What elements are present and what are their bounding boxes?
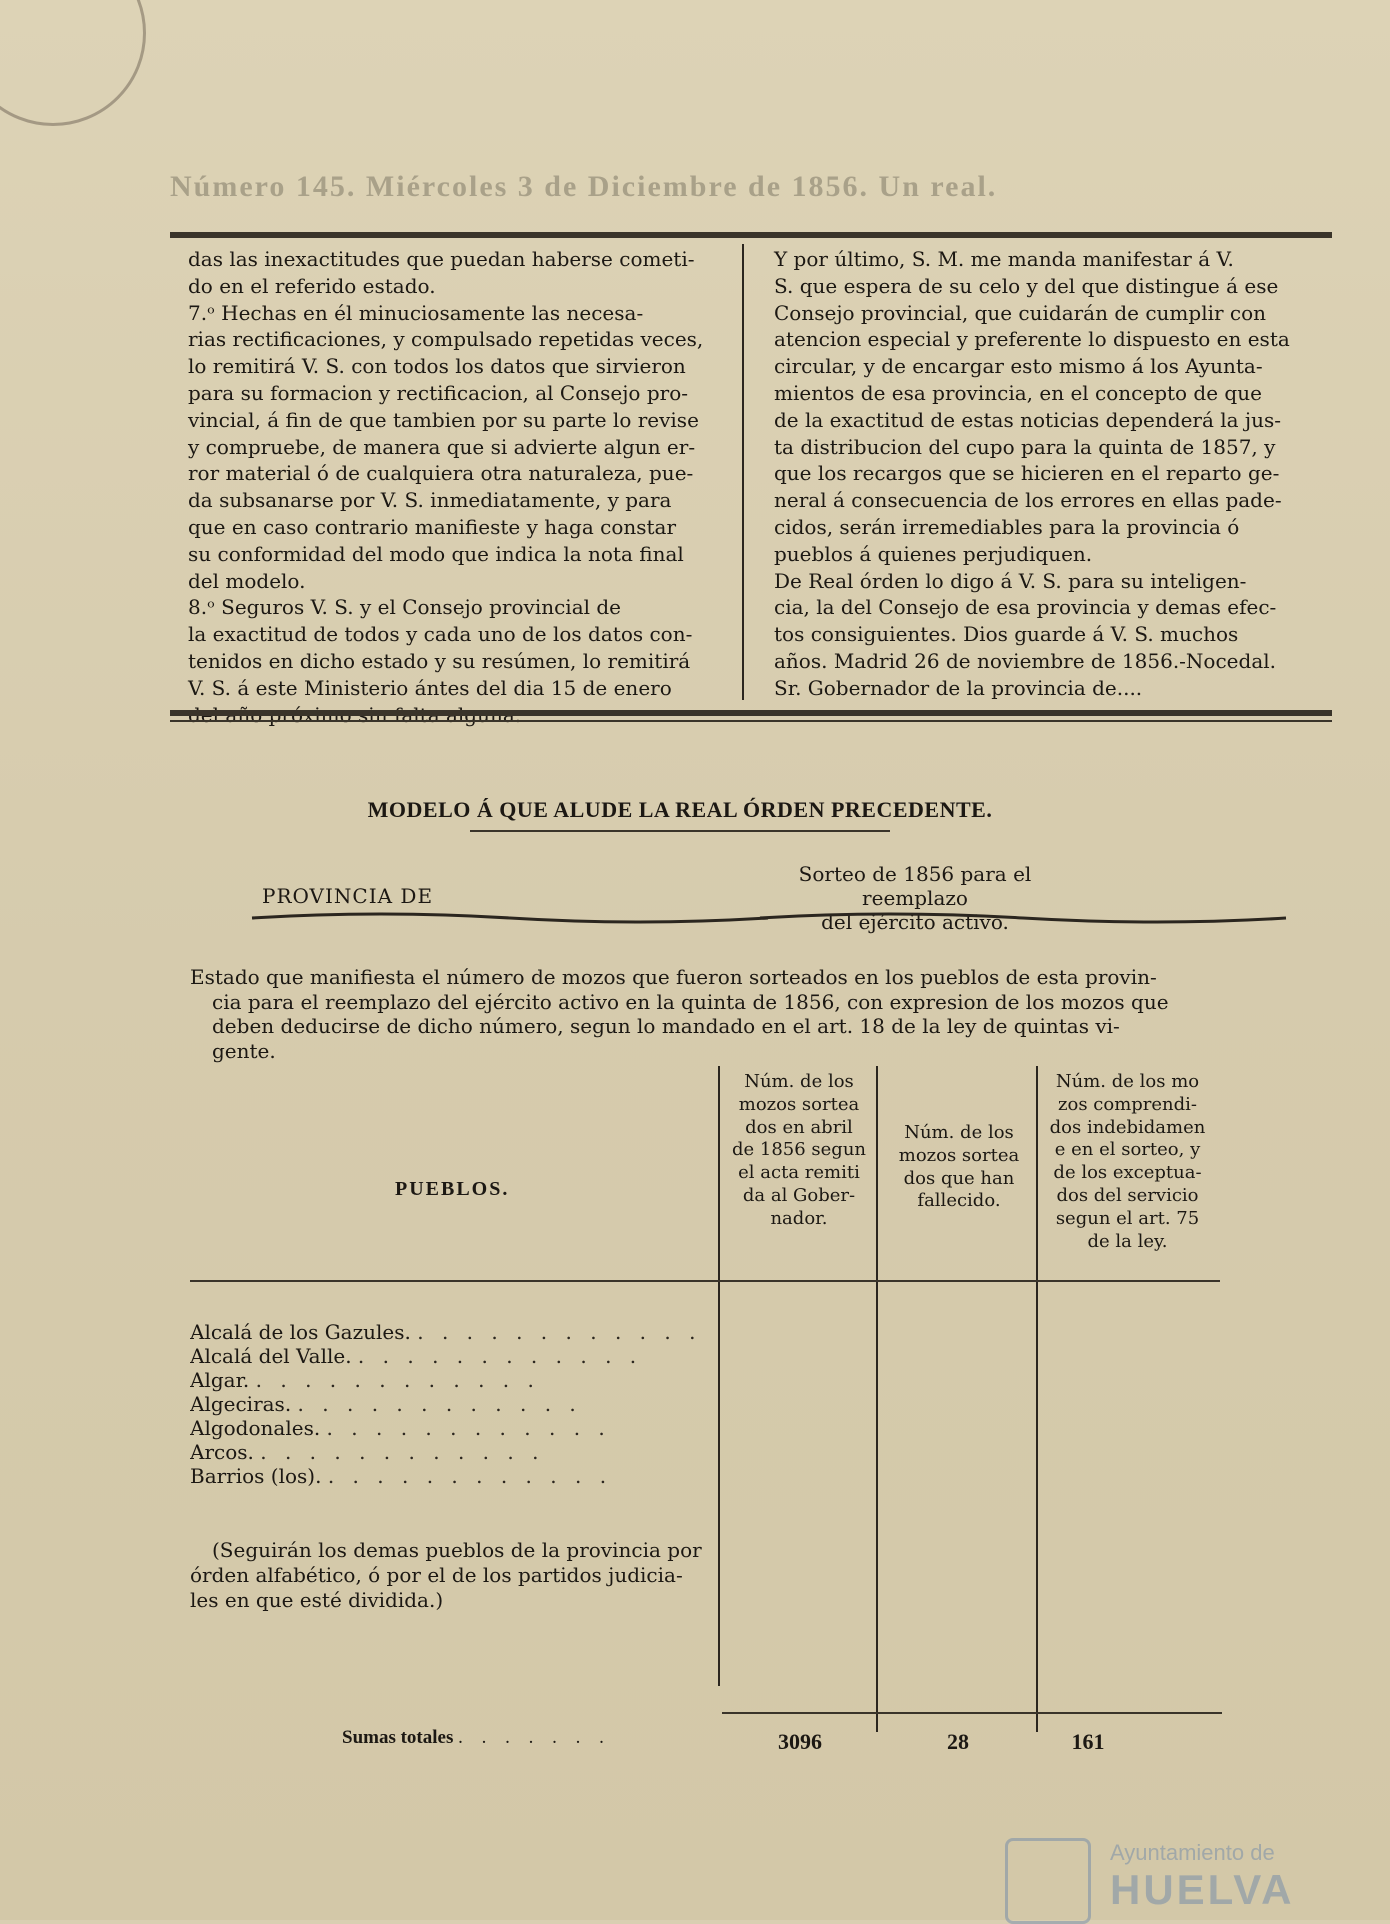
town-name: Barrios (los). (190, 1464, 328, 1488)
right-column-line: tos consiguientes. Dios guarde á V. S. muchos (774, 622, 1239, 647)
table-vline-1 (718, 1066, 720, 1686)
left-column-line: ror material ó de cualquiera otra naturaleza, pue- (188, 461, 694, 486)
right-column-line: Consejo provincial, que cuidarán de cumplir con (774, 300, 1267, 325)
left-column-line: rias rectificaciones, y compulsado repetidas veces, (188, 327, 704, 352)
column-header-sorteados (724, 1071, 874, 1231)
town-dots: . . . . . . . . . . . . (260, 1440, 545, 1464)
library-seal-stamp (0, 0, 146, 126)
left-column-line: V. S. á este Ministerio ántes del dia 15 de enero (188, 675, 672, 700)
estado-description (190, 965, 1210, 1063)
bleed-through-header: Número 145. Miércoles 3 de Diciembre de 1856. Un real. (170, 170, 998, 203)
left-column-line: la exactitud de todos y cada uno de los datos con- (188, 622, 693, 647)
right-column-line: Y por último, S. M. me manda manifestar á V. (774, 247, 1234, 271)
right-column-line: De Real órden lo digo á V. S. para su inteligen- (774, 568, 1247, 593)
left-column-line: 7.ᵒ Hechas en él minuciosamente las necesa- (188, 300, 644, 325)
right-column-line: circular, y de encargar esto mismo á los Ayunta- (774, 354, 1263, 379)
town-row (190, 1368, 710, 1392)
town-name: Arcos. (190, 1440, 261, 1464)
watermark-line-2: HUELVA (1110, 1866, 1295, 1913)
column-header-line: da al Gober- (742, 1184, 856, 1206)
right-column-text (774, 246, 1304, 702)
provincia-flourish (250, 908, 770, 928)
town-dots: . . . . . . . . . . . . (255, 1368, 540, 1392)
bottom-rule-thin (170, 720, 1332, 722)
column-header-line: de los exceptua- (1053, 1162, 1202, 1184)
left-column-line: vincial, á fin de que tambien por su parte lo revise (188, 407, 699, 432)
estado-line: cia para el reemplazo del ejército activo en la quinta de 1856, con expresion de los mozos que (212, 989, 1169, 1014)
town-dots: . . . . . . . . . . . . (417, 1320, 702, 1344)
right-column-line: Sr. Gobernador de la provincia de.... (774, 675, 1143, 700)
left-column-line: que en caso contrario manifieste y haga constar (188, 514, 677, 539)
left-column-text (188, 246, 720, 728)
column-header-line: Núm. de los (744, 1071, 854, 1092)
footnote (190, 1538, 712, 1613)
archive-stamp-icon (1005, 1838, 1091, 1924)
right-column-line: neral á consecuencia de los errores en ellas pade- (774, 488, 1282, 513)
model-title: MODELO Á QUE ALUDE LA REAL ÓRDEN PRECEDENTE. (367, 797, 993, 822)
estado-line: gente. (212, 1038, 276, 1063)
town-name: Algodonales. (190, 1416, 327, 1440)
right-column-line: ta distribucion del cupo para la quinta de 1857, y (774, 434, 1276, 459)
column-header-line: dos que han (903, 1167, 1015, 1189)
top-rule (170, 232, 1332, 238)
footnote-line: (Seguirán los demas pueblos de la provincia por (212, 1538, 702, 1562)
column-header-line: mozos sortea (898, 1144, 1020, 1166)
left-column-line: su conformidad del modo que indica la nota final (188, 541, 684, 566)
town-row (190, 1416, 710, 1440)
right-column-line: atencion especial y preferente lo dispuesto en esta (774, 327, 1290, 352)
column-header-excluidos (1040, 1071, 1215, 1253)
footnote-line: les en que esté dividida.) (190, 1588, 444, 1612)
total-excluidos: 161 (1071, 1729, 1105, 1754)
left-column-line: para su formacion y rectificacion, al Consejo pro- (188, 380, 688, 405)
total-fallecidos: 28 (947, 1729, 969, 1754)
column-header-line: dos del servicio (1056, 1184, 1199, 1206)
sumas-label: Sumas totales (342, 1727, 454, 1748)
town-row (190, 1320, 710, 1344)
right-column-line: cidos, serán irremediables para la provincia ó (774, 514, 1240, 539)
column-header-line: zos comprendi- (1058, 1093, 1197, 1115)
sumas-dots: . . . . . . . (458, 1727, 611, 1748)
column-header-line: Núm. de los (904, 1122, 1014, 1143)
town-name: Algar. (190, 1368, 256, 1392)
town-row (190, 1440, 710, 1464)
town-dots: . . . . . . . . . . . . (327, 1464, 613, 1488)
column-header-line: de 1856 segun (731, 1139, 867, 1161)
towns-list (190, 1320, 710, 1488)
sorteo-line-2: del ejército activo. (821, 910, 1009, 934)
town-dots: . . . . . . . . . . . . (326, 1416, 611, 1440)
town-dots: . . . . . . . . . . . . (297, 1392, 582, 1416)
table-vline-3 (1036, 1066, 1038, 1732)
right-column-line: pueblos á quienes perjudiquen. (774, 541, 1093, 566)
column-header-line: dos indebidamen (1049, 1116, 1206, 1138)
estado-line: deben deducirse de dicho número, segun lo mandado en el art. 18 de la ley de quintas vi- (212, 1014, 1120, 1038)
sorteo-line-1: Sorteo de 1856 para el reemplazo (798, 862, 1032, 910)
column-header-line: mozos sortea (738, 1093, 860, 1115)
town-row (190, 1464, 710, 1488)
sumas-totales (342, 1727, 611, 1749)
column-header-line: el acta remiti (738, 1162, 860, 1184)
sorteo-flourish (758, 908, 1288, 928)
sum-rule (722, 1712, 1222, 1714)
town-row (190, 1344, 710, 1368)
watermark-line-1: Ayuntamiento de (1110, 1840, 1275, 1865)
left-column-line: das las inexactitudes que puedan haberse cometi- (188, 247, 695, 271)
title-underline (470, 830, 890, 832)
left-column-line: del modelo. (188, 568, 306, 593)
town-name: Alcalá de los Gazules. (190, 1320, 418, 1344)
left-column-line: tenidos en dicho estado y su resúmen, lo remitirá (188, 648, 691, 673)
column-header-line: Núm. de los mo (1055, 1071, 1200, 1092)
right-column-line: cia, la del Consejo de esa provincia y demas efec- (774, 595, 1277, 620)
left-column-line: da subsanarse por V. S. inmediatamente, y para (188, 488, 672, 513)
column-header-line: de la ley. (1087, 1230, 1168, 1252)
left-column-line: lo remitirá V. S. con todos los datos que sirvieron (188, 354, 686, 379)
column-divider (742, 244, 744, 700)
column-header-line: dos en abril (745, 1116, 853, 1138)
estado-line: Estado que manifiesta el número de mozos que fueron sorteados en los pueblos de esta provin- (190, 965, 1157, 989)
right-column-line: S. que espera de su celo y del que distingue á ese (774, 273, 1279, 298)
left-column-line: do en el referido estado. (188, 273, 436, 298)
town-row (190, 1392, 710, 1416)
left-column-line: 8.ᵒ Seguros V. S. y el Consejo provincial de (188, 595, 622, 620)
column-header-line: segun el art. 75 (1055, 1207, 1200, 1229)
right-column-line: mientos de esa provincia, en el concepto de que (774, 380, 1262, 405)
column-header-line: e en el sorteo, y (1054, 1139, 1201, 1161)
column-header-line: fallecido. (917, 1190, 1001, 1212)
town-name: Alcalá del Valle. (190, 1344, 358, 1368)
bottom-rule (170, 710, 1332, 716)
right-column-line: años. Madrid 26 de noviembre de 1856.-Nocedal. (774, 648, 1276, 673)
pueblos-header: PUEBLOS. (395, 1178, 510, 1200)
left-column-line: y compruebe, de manera que si advierte algun er- (188, 434, 696, 459)
total-sorteados: 3096 (778, 1729, 822, 1754)
right-column-line: de la exactitud de estas noticias dependerá la jus- (774, 407, 1282, 432)
provincia-label: PROVINCIA DE (262, 884, 434, 908)
footnote-line: órden alfabético, ó por el de los partidos judicia- (190, 1563, 683, 1587)
table-header-rule (190, 1280, 1220, 1282)
table-vline-2 (876, 1066, 878, 1732)
column-header-fallecidos (884, 1122, 1034, 1213)
right-column-line: que los recargos que se hicieren en el reparto ge- (774, 461, 1280, 486)
column-header-line: nador. (770, 1207, 828, 1229)
town-name: Algeciras. (190, 1392, 298, 1416)
town-dots: . . . . . . . . . . . . (357, 1344, 643, 1368)
